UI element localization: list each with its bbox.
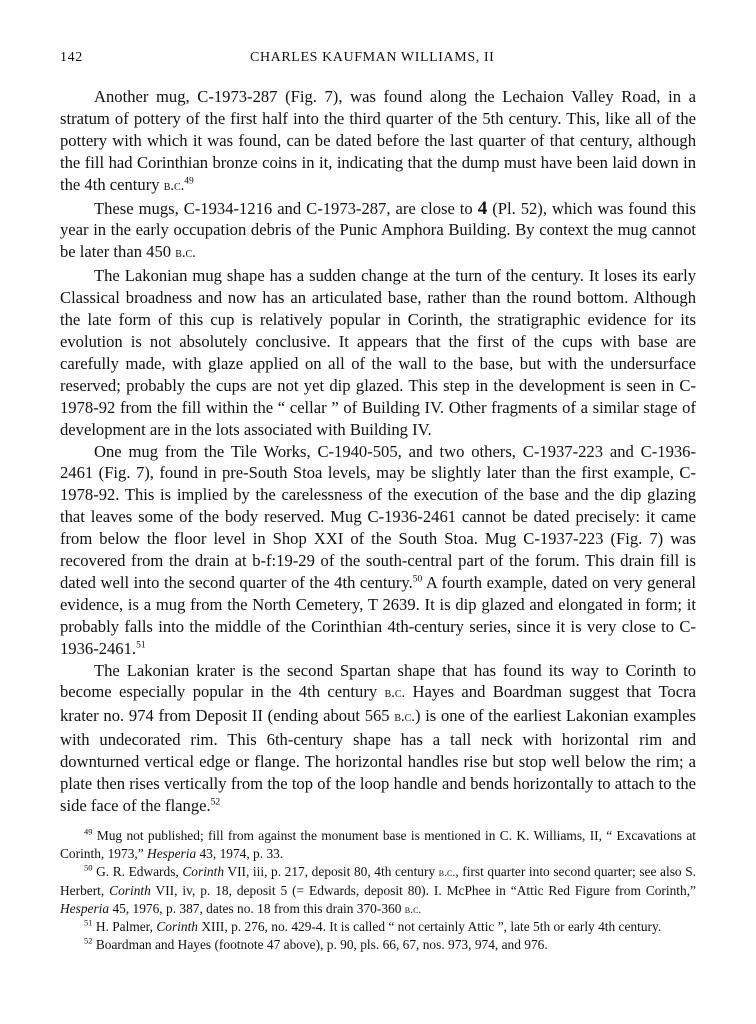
footnote-number: 52 bbox=[84, 935, 93, 946]
paragraph-text: One mug from the Tile Works, C-1940-505, and two others, C-1937-223 and C-1936-2461 (Fig. 7), found in pre-South Stoa levels, may be slightly later than the first example, C-1978-92. This is implied by the carelessness of the execution of the base and the dip glazing that leaves some of the body reserved. Mug C-1936-2461 cannot be dated precisely: it came from below the floor level in Shop XXI of the South Stoa. Mug C-1937-223 (Fig. 7) was recovered from the drain at b-f:19-29 of the south-central part of the forum. This drain fill is dated well into the second quarter of the 4th century. bbox=[60, 441, 696, 592]
paragraph-5 bbox=[60, 660, 696, 817]
footnote-text: 45, 1976, p. 387, dates no. 18 from this drain 370-360 bbox=[109, 900, 405, 916]
footnotes bbox=[60, 827, 696, 954]
footnote-number: 49 bbox=[84, 826, 93, 837]
footnote-ref: 51 bbox=[136, 640, 146, 651]
footnote-text: XIII, p. 276, no. 429-4. It is called “ not certainly Attic ”, late 5th or early 4th century. bbox=[197, 919, 662, 935]
era-abbrev: b.c. bbox=[175, 245, 196, 262]
paragraph-text: These mugs, C-1934-1216 and C-1973-287, are close to bbox=[94, 198, 478, 218]
footnote-text: H. Palmer, bbox=[92, 919, 157, 935]
paragraph-text: (Pl. 52), which was found this year in the early occupation debris of the Punic Amphora Building. By context the mug cannot be later than 450 bbox=[60, 198, 696, 262]
footnote-52 bbox=[60, 936, 696, 954]
footnote-text: , first quarter into second quarter; see also S. Herbert, bbox=[60, 863, 696, 898]
paragraph-1 bbox=[60, 86, 696, 198]
footnote-text: Boardman and Hayes (footnote 47 above), p. 90, pls. 66, 67, nos. 973, 974, and 976. bbox=[92, 937, 548, 953]
era-abbrev: b.c. bbox=[404, 901, 422, 916]
era-abbrev: b.c. bbox=[163, 177, 185, 194]
footnote-text: VII, iii, p. 217, deposit 80, 4th century bbox=[224, 863, 439, 879]
running-title: CHARLES KAUFMAN WILLIAMS, II bbox=[250, 50, 495, 65]
page-number: 142 bbox=[60, 50, 83, 65]
paragraph-text: ) is one of the earliest Lakonian examples with undecorated rim. This 6th-century shape has a tall neck with horizontal rim and downturned vertical edge or flange. The horizontal handles rise but stop well below the rim; a plate then rises vertically from the top of the loop handle and bends horizontally to attach to the side face of the flange. bbox=[60, 706, 696, 815]
catalogue-number: 4 bbox=[477, 197, 488, 219]
era-abbrev: b.c. bbox=[438, 864, 456, 879]
footnote-50 bbox=[60, 863, 696, 919]
series-title: Corinth bbox=[156, 919, 198, 935]
era-abbrev: b.c. bbox=[394, 709, 415, 726]
series-title: Corinth bbox=[182, 863, 225, 879]
paragraph-text: Hayes and Boardman suggest that Tocra krater no. 974 from Deposit II (ending about 565 bbox=[60, 682, 696, 726]
footnote-ref: 49 bbox=[184, 176, 194, 187]
body-text bbox=[60, 86, 696, 817]
journal-title: Hesperia bbox=[147, 845, 197, 861]
footnote-text: 43, 1974, p. 33. bbox=[196, 845, 284, 861]
footnote-number: 50 bbox=[84, 862, 93, 873]
footnote-49 bbox=[60, 827, 696, 863]
footnote-text: Mug not published; fill from against the monument base is mentioned in C. K. Williams, II, “ Excavations at Corinth, 1973,” bbox=[60, 827, 696, 861]
paragraph-text: A fourth example, dated on very general evidence, is a mug from the North Cemetery, T 2639. It is dip glazed and elongated in form; it probably falls into the middle of the Corinthian 4th-century series, since it is very close to C-1936-2461. bbox=[60, 572, 697, 658]
footnote-ref: 50 bbox=[412, 574, 423, 585]
era-abbrev: b.c. bbox=[384, 685, 406, 702]
footnote-text: G. R. Edwards, bbox=[92, 863, 183, 879]
footnote-ref: 52 bbox=[210, 797, 221, 808]
journal-title: Hesperia bbox=[60, 900, 110, 916]
paragraph-3: The Lakonian mug shape has a sudden change at the turn of the century. It loses its early Classical broadness and now has an articulated base, rather than the round bottom. Although the late form of this cup is relatively popular in Corinth, the stratigraphic evidence for its evolution is not absolutely conclusive. It appears that the first of the cups with base are carefully made, with glaze applied on all of the wall to the base, but with the undersurface reserved; probably the cups are not yet dip glazed. This step in the development is seen in C-1978-92 from the fill within the “ cellar ” of Building IV. Other fragments of a similar stage of development are in the lots associated with Building IV. bbox=[60, 266, 696, 439]
paragraph-2 bbox=[60, 198, 696, 266]
series-title: Corinth bbox=[109, 882, 151, 898]
paragraph-text: The Lakonian krater is the second Spartan shape that has found its way to Corinth to become especially popular in the 4th century bbox=[60, 660, 696, 702]
running-head bbox=[60, 50, 696, 72]
paragraph-text: Another mug, C-1973-287 (Fig. 7), was found along the Lechaion Valley Road, in a stratum of pottery of the first half into the third quarter of the 5th century. This, like all of the pottery with which it was found, can be dated before the last quarter of that century, although the fill had Corinthian bronze coins in it, indicating that the dump must have been laid down in the 4th century bbox=[60, 87, 696, 194]
page bbox=[60, 50, 696, 954]
footnote-number: 51 bbox=[84, 917, 93, 928]
footnote-51 bbox=[60, 918, 696, 936]
paragraph-4 bbox=[60, 441, 696, 660]
footnote-text: VII, iv, p. 18, deposit 5 (= Edwards, deposit 80). I. McPhee in “Attic Red Figure from Corinth,” bbox=[150, 882, 696, 898]
